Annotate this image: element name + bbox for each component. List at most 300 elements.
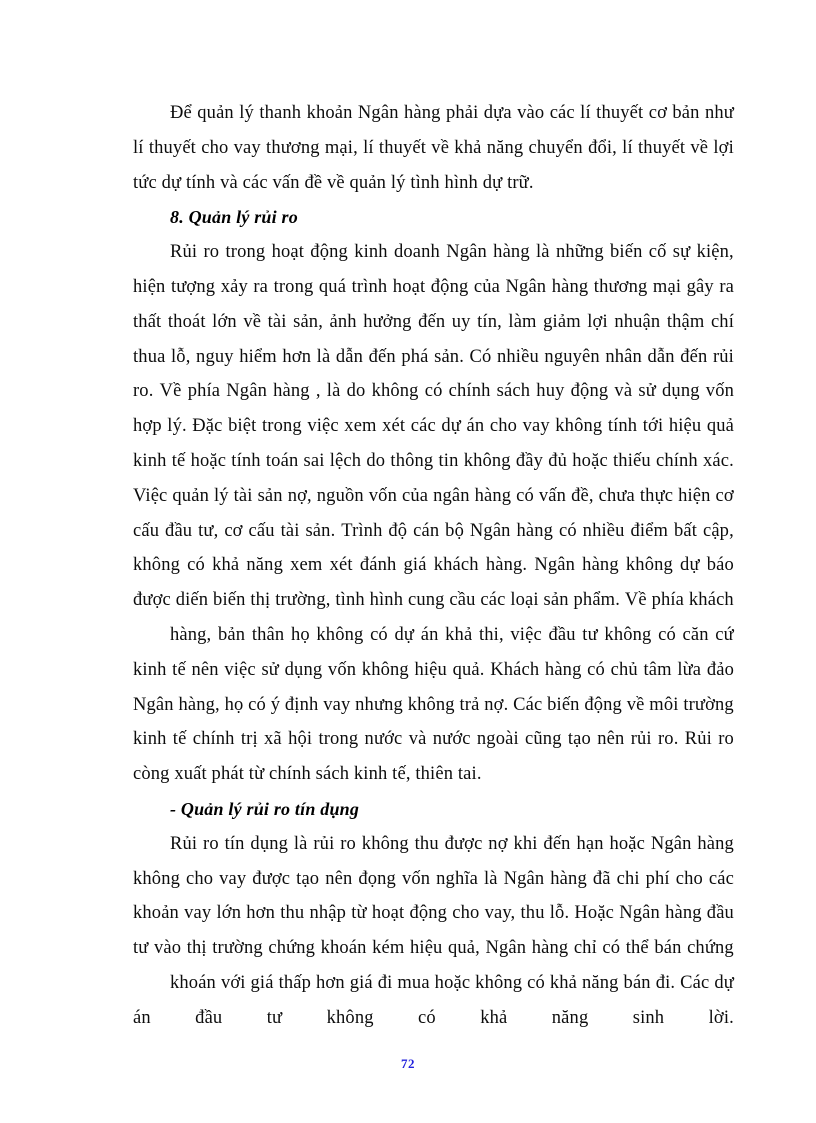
word: là (483, 868, 498, 889)
word: Việc (133, 485, 168, 506)
word: vay, (484, 903, 516, 924)
word: sử (261, 659, 279, 680)
word: không (316, 624, 364, 645)
word: ro (203, 833, 219, 854)
word: cán (413, 520, 440, 541)
word: thua (133, 346, 166, 367)
word: vay (323, 694, 351, 715)
word: hiệu (668, 416, 702, 437)
word: dự (680, 555, 700, 576)
word: ro (203, 242, 220, 263)
word: lệch (329, 450, 362, 471)
text-line (133, 96, 734, 131)
word: tài (267, 311, 287, 332)
word: tín, (477, 311, 502, 332)
word: cơ (715, 485, 734, 506)
word: tín (224, 833, 245, 854)
word: xét (382, 416, 406, 437)
word: không (133, 555, 180, 576)
word: không (326, 1007, 374, 1028)
section-heading: - Quản lý rủi ro tín dụng (170, 798, 360, 819)
text-line (133, 757, 734, 792)
word: nhiều (497, 346, 539, 367)
text-line (133, 653, 734, 688)
word: tức dự tính và các vấn đề về quản lý tình hình dự trữ. (133, 172, 534, 193)
word: sai (303, 450, 325, 471)
word: việc (307, 416, 339, 437)
word: rủi (313, 833, 335, 854)
word: sản. (305, 520, 336, 541)
word: Về (159, 381, 182, 402)
word: dựa (483, 103, 512, 123)
word: tới (642, 416, 664, 437)
word: cơ (224, 520, 243, 541)
word: là (293, 833, 308, 854)
word: hàng, (170, 624, 212, 645)
word: tình (335, 590, 365, 611)
word: hơn (315, 972, 345, 993)
word: đủ (548, 450, 568, 471)
text-line (133, 827, 734, 862)
word: và (408, 729, 427, 750)
word: căn (682, 624, 709, 645)
word: động (584, 694, 622, 715)
word: tế (172, 729, 187, 750)
word: Rủi (684, 729, 712, 750)
word: điểm (630, 520, 669, 541)
word: ro (340, 833, 356, 854)
word: hàng (516, 520, 554, 541)
word: sản (543, 590, 569, 611)
word: không (133, 868, 180, 889)
text-line (133, 374, 734, 409)
word: của (401, 485, 429, 506)
word: cố (648, 242, 667, 263)
word: nên (597, 729, 625, 750)
word: tài (233, 485, 253, 506)
page-number: 72 (401, 1056, 415, 1071)
word: dự (441, 416, 461, 437)
word: thanh (259, 103, 302, 123)
word: trường (212, 938, 263, 959)
word: dự (714, 972, 734, 993)
section-heading: 8. Quản lý rủi ro (170, 207, 298, 228)
word: gây (686, 276, 714, 297)
word: sản. (434, 346, 464, 367)
word: khả (445, 624, 473, 645)
word: hàng (550, 868, 587, 889)
word: kinh (133, 729, 167, 750)
word: hiểm (239, 346, 277, 367)
word: phía (651, 590, 685, 611)
word: năng (551, 1007, 589, 1028)
word: giá (403, 555, 427, 576)
word: hiện (678, 485, 711, 506)
word: quả, (448, 938, 480, 959)
word: phá (401, 346, 429, 367)
word: vay (522, 416, 550, 437)
word: thi, (478, 624, 504, 645)
word: còng xuất phát từ chính sách kinh tế, thiên tai. (133, 764, 482, 785)
word: trong (273, 276, 314, 297)
word: kinh (133, 659, 167, 680)
word: động (570, 381, 609, 402)
word: uy (451, 311, 471, 332)
word: dẫn (335, 346, 364, 367)
word: vay (233, 137, 261, 158)
word: dẫn (647, 346, 675, 367)
word: không (407, 694, 455, 715)
word: tế (172, 659, 186, 680)
word: việc (510, 624, 542, 645)
word: cập, (702, 520, 734, 541)
word: kém (372, 938, 405, 959)
word: tạo (567, 729, 591, 750)
word: trường, (275, 590, 331, 611)
word: của (473, 276, 501, 297)
word: từ (351, 903, 367, 924)
word: lý (213, 485, 229, 506)
word: thương (266, 137, 320, 158)
word: có (527, 972, 545, 993)
word: lừa (677, 659, 702, 680)
word: nghĩa (436, 868, 478, 889)
word: nhiều (582, 520, 625, 541)
word: hoặc (434, 972, 471, 993)
word: hàng (665, 903, 702, 924)
word: hội (288, 729, 313, 750)
word: nợ (488, 833, 508, 854)
word: sự (672, 242, 691, 263)
word: những (555, 242, 604, 263)
word: đầy (515, 450, 544, 471)
word: lỗ. (549, 903, 570, 924)
word: và (614, 381, 633, 402)
word: hiệu (414, 659, 447, 680)
word: thuyết (638, 137, 686, 158)
word: chứng (687, 938, 734, 959)
text-line (133, 583, 734, 618)
word: hoặc (609, 833, 645, 854)
word: có (187, 555, 205, 576)
text-line (133, 340, 734, 375)
word: không (463, 450, 511, 471)
word: hiện (133, 276, 166, 297)
word: có (587, 659, 605, 680)
word: mua (397, 972, 430, 993)
word: Trình (341, 520, 383, 541)
word: trong (318, 729, 359, 750)
word: sản (257, 485, 283, 506)
text-line (133, 305, 734, 340)
text-line (133, 235, 734, 270)
word: kinh (133, 450, 167, 471)
word: cấu (133, 520, 160, 541)
word: lí (133, 137, 144, 158)
word: vay (184, 903, 212, 924)
word: vốn (401, 868, 431, 889)
word: án (420, 624, 439, 645)
word: tư (133, 938, 149, 959)
word: vay (219, 868, 247, 889)
word: ra (719, 276, 734, 297)
word: Để (170, 103, 192, 123)
word: thấp (278, 972, 312, 993)
word: xác. (703, 450, 734, 471)
word: nợ, (287, 485, 312, 506)
word: án (133, 1007, 151, 1028)
word: hoạt (371, 903, 405, 924)
word: do (346, 381, 366, 402)
word: thuyết (148, 137, 196, 158)
word: có (248, 694, 266, 715)
word: Ngân (503, 868, 545, 889)
word: bản (218, 624, 246, 645)
word: thiếu (613, 450, 651, 471)
word: lợi (587, 311, 608, 332)
text-line (133, 862, 734, 897)
word: không (371, 381, 419, 402)
word: kiện, (696, 242, 734, 263)
word: lợi (713, 137, 734, 158)
word: sinh (632, 1007, 665, 1028)
word: biến (547, 694, 580, 715)
word: Đặc (192, 416, 223, 437)
word: có (602, 938, 621, 959)
word: tư, (198, 520, 219, 541)
word: khi (513, 833, 538, 854)
word: phẩm. (573, 590, 620, 611)
text-line (133, 548, 734, 583)
word: khả (454, 137, 482, 158)
word: tài (280, 520, 300, 541)
word: tượng (170, 276, 216, 297)
word: toán (265, 450, 299, 471)
word: là (536, 242, 550, 263)
word: tư (266, 1007, 283, 1028)
word: hiệu (410, 938, 443, 959)
word: Rủi (170, 242, 198, 263)
word: khách (688, 590, 734, 611)
word: không (604, 624, 652, 645)
word: hàng (582, 555, 619, 576)
word: thị (250, 590, 271, 611)
word: hợp (133, 416, 162, 437)
word: thu (414, 833, 439, 854)
word: dụng (284, 659, 323, 680)
word: độ (388, 520, 408, 541)
word: giảm (543, 311, 581, 332)
word: chí (710, 311, 734, 332)
word: dụng (250, 833, 289, 854)
word: Ngân (469, 520, 511, 541)
word: tính (607, 416, 638, 437)
text-line (133, 896, 734, 931)
word: phí (645, 868, 670, 889)
word: kinh (354, 242, 388, 263)
word: đổi, (588, 137, 617, 158)
word: về (431, 137, 450, 158)
text-line (133, 1001, 734, 1036)
word: Ngân (505, 276, 547, 297)
word: ảnh (329, 311, 357, 332)
word: năng (582, 972, 619, 993)
word: không (361, 659, 409, 680)
word: khả (549, 972, 578, 993)
word: nhuận (614, 311, 661, 332)
word: cũng (525, 729, 562, 750)
word: vốn (327, 659, 357, 680)
word: doanh (393, 242, 440, 263)
text-line (133, 479, 734, 514)
word: hàng (544, 659, 582, 680)
word: Ngân (534, 555, 576, 576)
word: nên (191, 659, 219, 680)
word: các (480, 590, 506, 611)
word: các (410, 416, 436, 437)
word: với (220, 972, 246, 993)
word: biến (610, 242, 643, 263)
word: mại, (324, 137, 358, 158)
word: năng (246, 555, 283, 576)
word: hoặc (572, 450, 608, 471)
word: thất (133, 311, 162, 332)
word: động (430, 276, 469, 297)
word: chính (448, 381, 491, 402)
word: vấn (538, 485, 567, 506)
word: lí (363, 137, 374, 158)
word: chuyển (528, 137, 583, 158)
word: thu (520, 903, 545, 924)
word: nguy (196, 346, 234, 367)
word: lý. (167, 416, 187, 437)
text-line (133, 514, 734, 549)
word: nhân (605, 346, 642, 367)
word: đầu (195, 1007, 223, 1028)
word: là (326, 381, 341, 402)
word: Ngân (485, 938, 527, 959)
word: xem (290, 555, 323, 576)
word: ý (270, 694, 281, 715)
word: phải (445, 103, 479, 123)
word: vào (154, 938, 182, 959)
word: ra (253, 276, 269, 297)
word: bán (654, 938, 682, 959)
word: khách (433, 555, 479, 576)
word: tâm (643, 659, 672, 680)
word: động (409, 903, 448, 924)
page-content (133, 96, 734, 1036)
word: hoặc (190, 450, 227, 471)
word: năng (486, 137, 524, 158)
word: đánh (359, 555, 397, 576)
word: bộ (445, 520, 464, 541)
word: các (708, 868, 734, 889)
word: sử (638, 381, 656, 402)
word: dụng (662, 381, 700, 402)
word: hoạt (271, 242, 305, 263)
word: chứng (268, 938, 316, 959)
word: lời. (708, 1007, 734, 1028)
word: động (310, 242, 348, 263)
word: ngân (433, 485, 470, 506)
word: đảo (706, 659, 734, 680)
word: loại (510, 590, 539, 611)
word: hàng, (178, 694, 220, 715)
word: trong (261, 416, 302, 437)
word: vốn (368, 485, 397, 506)
word: về (690, 137, 709, 158)
word: cấu (248, 520, 275, 541)
word: thực (639, 485, 674, 506)
text-line (133, 166, 734, 201)
word: đầu (165, 520, 193, 541)
word: hoạt (392, 276, 426, 297)
word: cho (489, 416, 518, 437)
word: hàng. (485, 555, 528, 576)
word: Các (680, 972, 710, 993)
word: nợ. (484, 694, 509, 715)
word: cho (185, 868, 214, 889)
word: nước (432, 729, 471, 750)
word: thông (390, 450, 434, 471)
text-line (133, 409, 734, 444)
word: lỗ, (171, 346, 191, 367)
text-line (133, 966, 734, 1001)
word: thân (251, 624, 285, 645)
word: thương (593, 276, 648, 297)
text-line (133, 688, 734, 723)
word: xảy (220, 276, 248, 297)
word: hàng (697, 833, 734, 854)
word: trả (459, 694, 480, 715)
word: phía (187, 381, 221, 402)
word: tư (582, 624, 598, 645)
word: biệt (228, 416, 257, 437)
word: chỉ (573, 938, 597, 959)
word: do (366, 450, 386, 471)
word: không (361, 833, 409, 854)
word: rủi (630, 729, 652, 750)
word: hàng (474, 485, 512, 506)
word: ngoài (476, 729, 519, 750)
word: xã (264, 729, 282, 750)
word: về (626, 694, 645, 715)
word: bất (673, 520, 698, 541)
word: là (316, 346, 331, 367)
word: Ngân (650, 833, 692, 854)
word: quản (172, 485, 209, 506)
word: đi (377, 972, 393, 993)
word: đọng (358, 868, 396, 889)
word: hàng (403, 103, 441, 123)
word: thị (186, 938, 207, 959)
word: Ngân (133, 694, 174, 715)
word: ro. (657, 729, 679, 750)
word: huy (536, 381, 565, 402)
word: chưa (598, 485, 635, 506)
word: giá (250, 972, 274, 993)
word: không (555, 416, 603, 437)
word: môi (649, 694, 679, 715)
word: thuyết (378, 137, 427, 158)
word: thuyết (596, 103, 644, 123)
word: đến (418, 311, 446, 332)
word: cho (452, 903, 480, 924)
word: khoán (320, 938, 367, 959)
word: cung (407, 590, 445, 611)
word: được (133, 590, 171, 611)
